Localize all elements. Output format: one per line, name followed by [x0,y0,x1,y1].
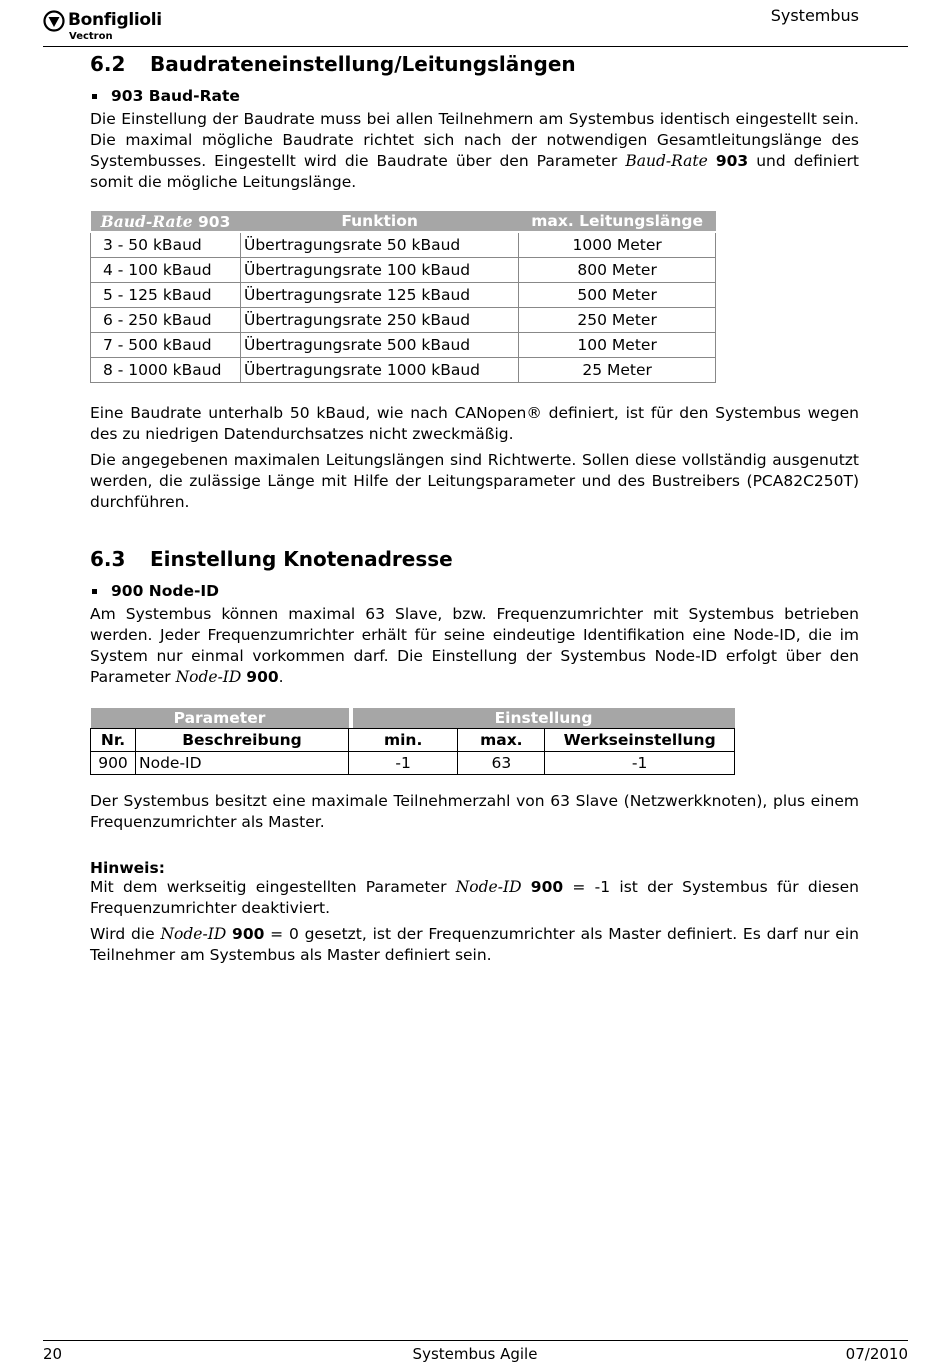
hint-title: Hinweis: [90,859,165,877]
brand-subname: Vectron [69,31,113,42]
cell-function: Übertragungsrate 1000 kBaud [241,358,519,383]
column-header-function: Funktion [241,211,519,232]
paragraph-baudrate-intro [90,109,859,193]
section-title: Baudrateneinstellung/Leitungslängen [150,52,576,76]
text-run: Die Einstellung der Baudrate muss bei allen Teilnehmern am Systembus identisch eingestellt sein. Die maximal mögliche Baudrate richtet sich nach der notwendigen Gesamtleitungslänge des Systembusses. Eingestellt wird die Baudrate über den Parameter [90,110,859,170]
column-header-max: max. [458,729,545,752]
parameter-number: 903 [715,152,749,170]
table-row [91,232,716,258]
footer-divider [43,1340,908,1341]
baudrate-table [90,211,716,383]
parameter-bullet-900 [90,582,859,600]
cell-baudrate: 7 - 500 kBaud [91,333,241,358]
text-run: Wird die [90,925,161,943]
paragraph-hint-master [90,924,859,966]
paragraph-guideline-values: Die angegebenen maximalen Leitungslängen sind Richtwerte. Sollen diese vollständig ausgenutzt werden, die zulässige Länge mit Hilfe der Leitungsparameter und des Bustreibers (PCA82C250T) durchführen. [90,451,859,511]
section-heading-6-3 [90,547,859,571]
section-number: 6.3 [90,547,126,571]
column-header-default: Werkseinstellung [545,729,735,752]
page-content [90,52,859,966]
column-header-max-length: max. Leitungslänge [519,211,716,232]
table-row [91,333,716,358]
column-header-number: Nr. [91,729,136,752]
text-run: Am Systembus können maximal 63 Slave, bzw. Frequenzumrichter mit Systembus betrieben werden. Jeder Frequenzumrichter erhält für seine eindeutige Identifikation eine Node-ID, die im System nur einmal vorkommen darf. Die Einstellung der Systembus Node-ID erfolgt über den Parameter [90,605,859,686]
table-row [91,308,716,333]
header-section-title: Systembus [770,6,859,25]
cell-number: 900 [91,752,136,775]
column-header-description: Beschreibung [136,729,349,752]
bullet-square-icon [92,94,97,99]
table-row [91,283,716,308]
brand-name: Bonfiglioli [68,10,162,30]
cell-function: Übertragungsrate 500 kBaud [241,333,519,358]
paragraph-max-participants: Der Systembus besitzt eine maximale Teilnehmerzahl von 63 Slave (Netzwerkknoten), plus einem Frequenzumrichter als Master. [90,792,859,831]
cell-length: 800 Meter [519,258,716,283]
parameter-name: Baud-Rate [625,152,708,170]
cell-function: Übertragungsrate 50 kBaud [241,232,519,258]
bullet-square-icon [92,589,97,594]
cell-baudrate: 6 - 250 kBaud [91,308,241,333]
section-heading-6-2 [90,52,859,76]
bullet-label: 903 Baud-Rate [111,87,240,105]
parameter-name: Node-ID [455,878,522,896]
paragraph-hint-deactivated [90,877,859,919]
table-group-header-row [91,708,735,729]
cell-default: -1 [545,752,735,775]
parameter-number: 903 [198,212,231,231]
text-run: . [278,668,284,686]
parameter-number: 900 [232,925,265,943]
header-divider [43,46,908,47]
paragraph-node-id-intro [90,604,859,688]
group-header-parameter: Parameter [91,708,349,729]
brand-logo [43,9,173,45]
cell-baudrate: 8 - 1000 kBaud [91,358,241,383]
cell-length: 500 Meter [519,283,716,308]
node-id-table [90,708,735,775]
footer-page-number: 20 [43,1345,63,1363]
parameter-bullet-903 [90,87,859,105]
paragraph-canopen-note: Eine Baudrate unterhalb 50 kBaud, wie nach CANopen® definiert, ist für den Systembus wegen des zu niedrigen Datendurchsatzes nicht zweckmäßig. [90,404,859,443]
cell-description: Node-ID [136,752,349,775]
footer-document-title: Systembus Agile [412,1345,538,1363]
parameter-name: Node-ID [160,925,227,943]
table-row [91,752,735,775]
cell-function: Übertragungsrate 125 kBaud [241,283,519,308]
bonfiglioli-logo-icon [43,10,65,32]
text-run: und definiert somit die mögliche Leitungslänge. [90,152,859,191]
text-run: Mit dem werkseitig eingestellten Parameter [90,878,456,896]
column-header-baudrate [91,211,241,232]
parameter-name: Node-ID [175,668,242,686]
section-number: 6.2 [90,52,126,76]
table-header-row [91,211,716,232]
footer-date: 07/2010 [845,1345,908,1363]
section-title: Einstellung Knotenadresse [150,547,453,571]
text-run: = 0 gesetzt, ist der Frequenzumrichter als Master definiert. Es darf nur ein Teilnehmer am Systembus als Master definiert sein. [90,925,859,964]
cell-length: 25 Meter [519,358,716,383]
cell-baudrate: 4 - 100 kBaud [91,258,241,283]
bullet-label: 900 Node-ID [111,582,220,600]
cell-length: 100 Meter [519,333,716,358]
cell-baudrate: 3 - 50 kBaud [91,232,241,258]
table-row [91,358,716,383]
cell-max: 63 [458,752,545,775]
column-header-min: min. [349,729,458,752]
group-header-setting: Einstellung [353,708,735,729]
cell-baudrate: 5 - 125 kBaud [91,283,241,308]
cell-function: Übertragungsrate 250 kBaud [241,308,519,333]
parameter-number: 900 [246,668,279,686]
cell-function: Übertragungsrate 100 kBaud [241,258,519,283]
parameter-number: 900 [530,878,564,896]
cell-length: 250 Meter [519,308,716,333]
table-header-row [91,729,735,752]
table-row [91,258,716,283]
parameter-name: Baud-Rate [100,211,193,231]
cell-min: -1 [349,752,458,775]
cell-length: 1000 Meter [519,232,716,258]
text-run: = -1 ist der Systembus für diesen Frequenzumrichter deaktiviert. [90,878,859,917]
